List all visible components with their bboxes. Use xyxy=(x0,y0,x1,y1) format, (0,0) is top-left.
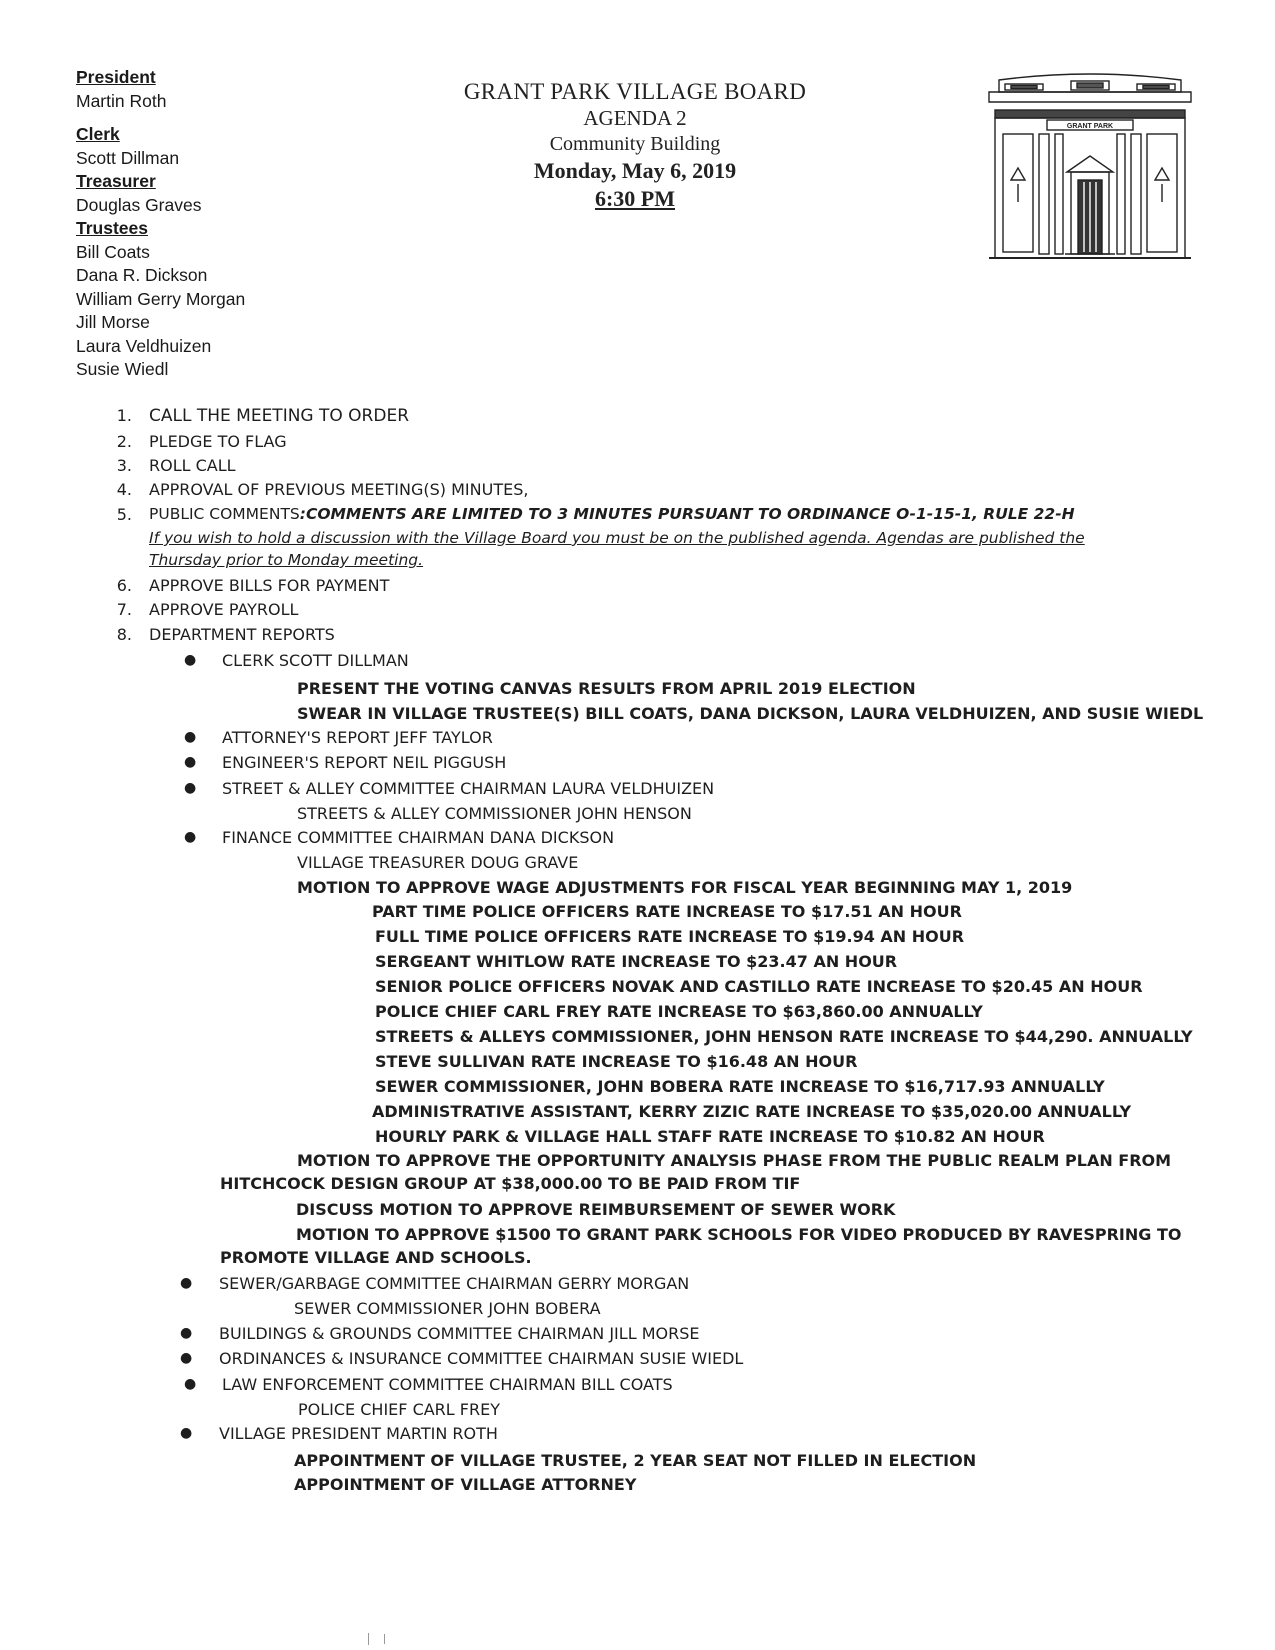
item-text: APPROVE PAYROLL xyxy=(149,600,299,619)
item-number: 1. xyxy=(116,406,132,425)
item-number: 2. xyxy=(116,432,132,451)
wage-item: STEVE SULLIVAN RATE INCREASE TO $16.48 AN HOUR xyxy=(375,1052,858,1071)
president-role: President xyxy=(76,67,156,87)
wage-item: SEWER COMMISSIONER, JOHN BOBERA RATE INCREASE TO $16,717.93 ANNUALLY xyxy=(375,1077,1105,1096)
trustees-role: Trustees xyxy=(76,218,148,238)
bullet-icon: ● xyxy=(184,652,197,668)
item-number: 4. xyxy=(116,480,132,499)
meeting-date: Monday, May 6, 2019 xyxy=(533,158,737,183)
bullet-icon: ● xyxy=(180,1275,193,1291)
item-text: PLEDGE TO FLAG xyxy=(149,432,287,451)
bullet-icon: ● xyxy=(184,780,197,796)
wage-motion: MOTION TO APPROVE WAGE ADJUSTMENTS FOR FISCAL YEAR BEGINNING MAY 1, 2019 xyxy=(297,878,1073,897)
trustee-name: Jill Morse xyxy=(76,312,150,332)
trustee-name: Laura Veldhuizen xyxy=(76,335,212,356)
president-name: Martin Roth xyxy=(76,90,167,111)
bullet-icon: ● xyxy=(180,1325,193,1341)
trustee-name: Bill Coats xyxy=(76,241,150,262)
item-number: 8. xyxy=(116,625,132,644)
trustee-name: Susie Wiedl xyxy=(76,359,169,379)
bullet-icon: ● xyxy=(184,1376,197,1392)
schools-motion-line1: MOTION TO APPROVE $1500 TO GRANT PARK SCHOOLS FOR VIDEO PRODUCED BY RAVESPRING TO xyxy=(296,1225,1182,1244)
scan-mark xyxy=(384,1634,385,1644)
bullet-icon: ● xyxy=(184,729,197,745)
item-number: 5. xyxy=(116,505,132,524)
wage-item: POLICE CHIEF CARL FREY RATE INCREASE TO $63,860.00 ANNUALLY xyxy=(375,1002,983,1021)
agenda-header xyxy=(400,78,870,213)
report-subitem: APPOINTMENT OF VILLAGE TRUSTEE, 2 YEAR SEAT NOT FILLED IN ELECTION xyxy=(294,1451,977,1470)
wage-item: FULL TIME POLICE OFFICERS RATE INCREASE TO $19.94 AN HOUR xyxy=(375,927,965,946)
treasurer-name: Douglas Graves xyxy=(76,194,202,215)
item-text: DEPARTMENT REPORTS xyxy=(149,625,335,644)
bullet-icon: ● xyxy=(184,754,197,770)
scan-mark xyxy=(368,1633,369,1645)
clerk-role: Clerk xyxy=(76,124,120,144)
trustee-name: Dana R. Dickson xyxy=(76,265,208,285)
bullet-icon: ● xyxy=(184,829,197,845)
report-street-committee: STREET & ALLEY COMMITTEE CHAIRMAN LAURA VELDHUIZEN xyxy=(222,779,715,798)
report-subitem: SWEAR IN VILLAGE TRUSTEE(S) BILL COATS, DANA DICKSON, LAURA VELDHUIZEN, AND SUSIE WIEDL xyxy=(297,704,1204,723)
bullet-icon: ● xyxy=(180,1350,193,1366)
report-buildings-committee: BUILDINGS & GROUNDS COMMITTEE CHAIRMAN JILL MORSE xyxy=(219,1324,700,1343)
wage-item: HOURLY PARK & VILLAGE HALL STAFF RATE INCREASE TO $10.82 AN HOUR xyxy=(375,1127,1045,1146)
wage-item: SERGEANT WHITLOW RATE INCREASE TO $23.47 AN HOUR xyxy=(375,952,898,971)
treasurer-role: Treasurer xyxy=(76,171,156,191)
item-number: 7. xyxy=(116,600,132,619)
wage-item: PART TIME POLICE OFFICERS RATE INCREASE TO $17.51 AN HOUR xyxy=(372,902,962,921)
report-law-committee: LAW ENFORCEMENT COMMITTEE CHAIRMAN BILL COATS xyxy=(222,1375,673,1394)
sewer-reimbursement-motion: DISCUSS MOTION TO APPROVE REIMBURSEMENT OF SEWER WORK xyxy=(296,1200,896,1219)
public-comments-note-line1: If you wish to hold a discussion with the Village Board you must be on the published agenda. Agendas are published the xyxy=(149,529,1085,547)
opportunity-motion-line2: HITCHCOCK DESIGN GROUP AT $38,000.00 TO BE PAID FROM TIF xyxy=(220,1174,801,1193)
wage-item: SENIOR POLICE OFFICERS NOVAK AND CASTILLO RATE INCREASE TO $20.45 AN HOUR xyxy=(375,977,1143,996)
wage-item: STREETS & ALLEYS COMMISSIONER, JOHN HENSON RATE INCREASE TO $44,290. ANNUALLY xyxy=(375,1027,1193,1046)
report-subitem: POLICE CHIEF CARL FREY xyxy=(298,1400,500,1419)
trustee-name: William Gerry Morgan xyxy=(76,288,246,309)
opportunity-motion-line1: MOTION TO APPROVE THE OPPORTUNITY ANALYSIS PHASE FROM THE PUBLIC REALM PLAN FROM xyxy=(297,1151,1172,1170)
logo-sign-text: GRANT PARK xyxy=(1066,123,1114,130)
bullet-icon: ● xyxy=(180,1425,193,1441)
report-finance-committee: FINANCE COMMITTEE CHAIRMAN DANA DICKSON xyxy=(222,828,615,847)
board-title: GRANT PARK VILLAGE BOARD xyxy=(463,79,807,104)
agenda-number: AGENDA 2 xyxy=(583,106,687,130)
wage-item: ADMINISTRATIVE ASSISTANT, KERRY ZIZIC RATE INCREASE TO $35,020.00 ANNUALLY xyxy=(372,1102,1132,1121)
item-number: 3. xyxy=(116,456,132,475)
item-text: APPROVE BILLS FOR PAYMENT xyxy=(149,576,390,595)
report-engineer: ENGINEER'S REPORT NEIL PIGGUSH xyxy=(222,753,507,772)
report-subitem: PRESENT THE VOTING CANVAS RESULTS FROM APRIL 2019 ELECTION xyxy=(297,679,916,698)
item-number: 6. xyxy=(116,576,132,595)
report-subitem: VILLAGE TREASURER DOUG GRAVE xyxy=(297,853,579,872)
meeting-time: 6:30 PM xyxy=(594,186,676,211)
report-ordinances-committee: ORDINANCES & INSURANCE COMMITTEE CHAIRMAN SUSIE WIEDL xyxy=(219,1349,744,1368)
report-attorney: ATTORNEY'S REPORT JEFF TAYLOR xyxy=(222,728,493,747)
report-clerk: CLERK SCOTT DILLMAN xyxy=(222,651,409,670)
clerk-name: Scott Dillman xyxy=(76,147,180,168)
officers-list xyxy=(76,66,336,382)
report-subitem: SEWER COMMISSIONER JOHN BOBERA xyxy=(294,1299,601,1318)
schools-motion-line2: PROMOTE VILLAGE AND SCHOOLS. xyxy=(220,1248,532,1267)
report-subitem: STREETS & ALLEY COMMISSIONER JOHN HENSON xyxy=(297,804,692,823)
report-subitem: APPOINTMENT OF VILLAGE ATTORNEY xyxy=(294,1475,637,1494)
item-text: PUBLIC COMMENTS xyxy=(149,505,300,523)
item-text: CALL THE MEETING TO ORDER xyxy=(149,406,410,426)
meeting-location: Community Building xyxy=(549,133,721,155)
item-text: APPROVAL OF PREVIOUS MEETING(S) MINUTES, xyxy=(149,480,529,499)
report-sewer-committee: SEWER/GARBAGE COMMITTEE CHAIRMAN GERRY MORGAN xyxy=(219,1274,690,1293)
report-village-president: VILLAGE PRESIDENT MARTIN ROTH xyxy=(219,1424,498,1443)
item-text: ROLL CALL xyxy=(149,456,236,475)
public-comments-note-line2: Thursday prior to Monday meeting. xyxy=(149,551,424,569)
public-comments-limit: :COMMENTS ARE LIMITED TO 3 MINUTES PURSUANT TO ORDINANCE O-1-15-1, RULE 22-H xyxy=(299,505,1075,523)
village-building-logo xyxy=(985,72,1195,268)
